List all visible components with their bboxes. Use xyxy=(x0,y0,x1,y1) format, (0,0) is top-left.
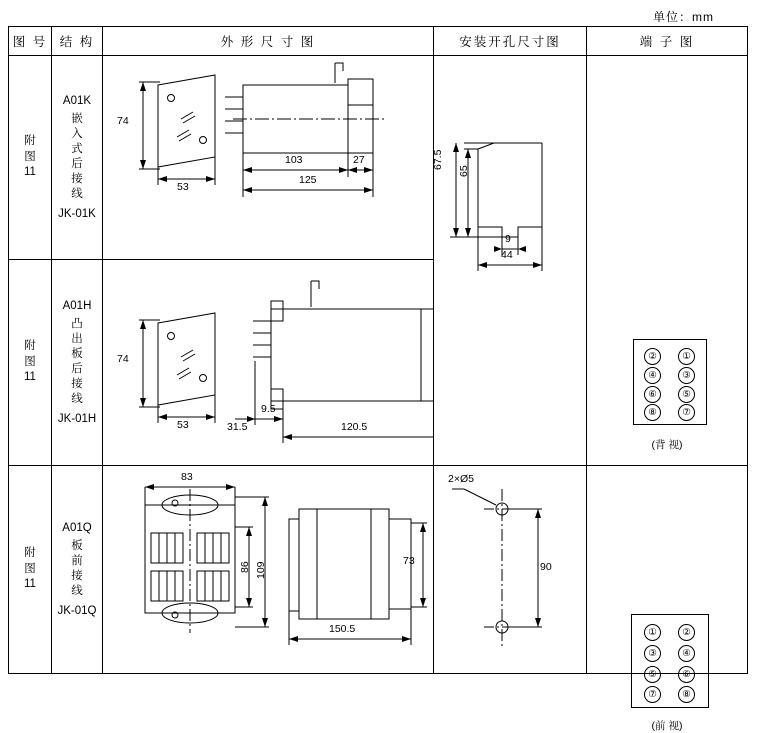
terminal-number: ⑥ xyxy=(678,666,695,683)
dim-74: 74 xyxy=(117,114,129,127)
structure-desc-char: 板 xyxy=(71,347,83,360)
terminal-number: ① xyxy=(678,348,695,365)
table-header-row xyxy=(9,27,748,56)
dim-9: 9 xyxy=(505,232,511,245)
structure-desc-char: 凸 xyxy=(71,317,83,330)
structure-desc-char: 线 xyxy=(71,584,83,597)
structure-cell-1 xyxy=(52,56,103,260)
structure-code: A01K xyxy=(62,94,92,107)
dim-73: 73 xyxy=(403,554,415,567)
dim-90: 90 xyxy=(540,560,552,573)
fig-no-char: 11 xyxy=(24,578,36,591)
structure-cell-3 xyxy=(52,466,103,674)
header-outline: 外 形 尺 寸 图 xyxy=(103,27,434,56)
dim-125: 125 xyxy=(299,173,317,186)
terminal-view-caption: (前 视) xyxy=(651,719,683,732)
structure-desc-char: 嵌 xyxy=(71,112,83,125)
dim-53: 53 xyxy=(177,180,189,193)
fig-no-cell-1 xyxy=(9,56,52,260)
structure-desc-char: 板 xyxy=(71,539,83,552)
terminal-diagram-cell-3 xyxy=(587,466,748,732)
structure-model: JK-01Q xyxy=(57,604,97,617)
fig-no-char: 附 xyxy=(24,340,36,353)
structure-desc-char: 接 xyxy=(71,172,83,185)
structure-desc-char: 前 xyxy=(71,554,83,567)
dim-65: 65 xyxy=(458,164,470,177)
terminal-box-rear xyxy=(633,339,707,425)
outline-drawing-cell-2 xyxy=(103,260,434,466)
fig-no-char: 附 xyxy=(24,547,36,560)
hole-drawing-cell-3 xyxy=(434,466,587,674)
fig-no-cell-2 xyxy=(9,260,52,466)
terminal-number: ⑦ xyxy=(644,686,661,703)
structure-desc-char: 出 xyxy=(71,332,83,345)
dim-31-5: 31.5 xyxy=(227,420,248,433)
structure-desc-char: 式 xyxy=(71,142,83,155)
dim-67-5: 67.5 xyxy=(432,149,444,170)
table-row xyxy=(9,466,748,674)
terminal-diagram-cell-1 xyxy=(587,56,748,466)
structure-desc-char: 线 xyxy=(71,187,83,200)
dim-74: 74 xyxy=(117,352,129,365)
structure-cell-2 xyxy=(52,260,103,466)
header-hole: 安装开孔尺寸图 xyxy=(434,27,587,56)
outline-drawing-cell-1 xyxy=(103,56,434,260)
header-fig-no: 图 号 xyxy=(9,27,52,56)
structure-desc-char: 后 xyxy=(71,362,83,375)
dim-27: 27 xyxy=(353,153,365,166)
dim-103: 103 xyxy=(285,153,303,166)
fig-no-char: 附 xyxy=(24,135,36,148)
table-row xyxy=(9,56,748,260)
hole-drawing-cell-1 xyxy=(434,56,587,466)
dim-53: 53 xyxy=(177,418,189,431)
dim-109: 109 xyxy=(255,560,267,579)
dimension-table xyxy=(8,26,748,732)
structure-code: A01H xyxy=(62,299,92,312)
structure-desc-char: 接 xyxy=(71,377,83,390)
structure-desc-char: 线 xyxy=(71,392,83,405)
dim-120-5: 120.5 xyxy=(341,420,368,433)
terminal-number: ⑦ xyxy=(678,404,695,421)
structure-desc-char: 入 xyxy=(71,127,83,140)
terminal-number: ② xyxy=(678,624,695,641)
terminal-number: ⑥ xyxy=(644,386,661,403)
outline-drawing-cell-3 xyxy=(103,466,434,674)
terminal-number: ⑧ xyxy=(644,404,661,421)
terminal-number: ② xyxy=(644,348,661,365)
structure-model: JK-01H xyxy=(57,412,97,425)
terminal-number: ③ xyxy=(678,367,695,384)
fig-no-char: 图 xyxy=(24,150,36,163)
fig-no-char: 图 xyxy=(24,562,36,575)
fig-no-char: 11 xyxy=(24,371,36,384)
structure-desc-char: 接 xyxy=(71,569,83,582)
terminal-number: ④ xyxy=(678,645,695,662)
fig-no-cell-3 xyxy=(9,466,52,674)
dim-2x-dia5: 2×Ø5 xyxy=(448,472,474,485)
dim-86: 86 xyxy=(239,560,251,573)
terminal-number: ⑤ xyxy=(678,386,695,403)
dim-150-5: 150.5 xyxy=(329,622,356,635)
dim-44: 44 xyxy=(501,248,513,261)
header-structure: 结 构 xyxy=(52,27,103,56)
terminal-number: ⑧ xyxy=(678,686,695,703)
header-terminal: 端 子 图 xyxy=(587,27,748,56)
terminal-number: ③ xyxy=(644,645,661,662)
terminal-box-front xyxy=(631,614,709,708)
structure-code: A01Q xyxy=(62,521,92,534)
dim-9-5: 9.5 xyxy=(261,402,276,415)
fig-no-char: 11 xyxy=(24,166,36,179)
terminal-number: ① xyxy=(644,624,661,641)
terminal-view-caption: (背 视) xyxy=(651,438,683,451)
structure-model: JK-01K xyxy=(58,207,96,220)
terminal-number: ④ xyxy=(644,367,661,384)
unit-note: 单位：mm xyxy=(653,10,714,24)
fig-no-char: 图 xyxy=(24,355,36,368)
dim-83: 83 xyxy=(181,470,193,483)
structure-desc-char: 后 xyxy=(71,157,83,170)
terminal-number: ⑤ xyxy=(644,666,661,683)
